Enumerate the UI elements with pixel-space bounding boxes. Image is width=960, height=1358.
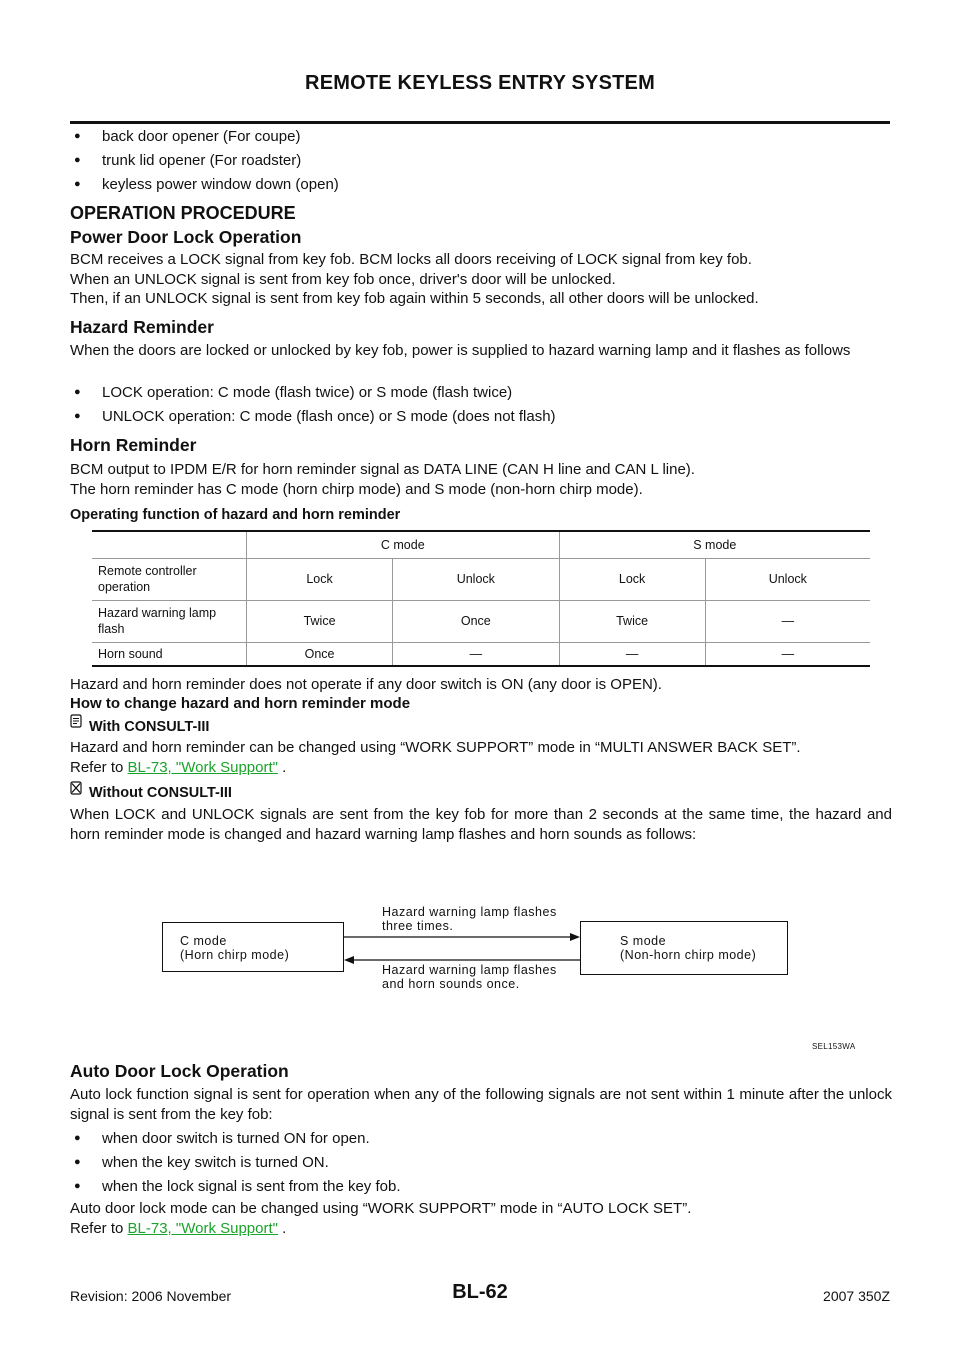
top-arrow-label — [382, 905, 557, 933]
bottom-arrow-label — [382, 963, 557, 991]
refer-suffix: . — [282, 1220, 287, 1237]
c-mode-title: C mode — [180, 934, 227, 948]
bottom-arrow-line: Hazard warning lamp flashes — [382, 963, 557, 977]
door-switch-note: Hazard and horn reminder does not operate if any door switch is ON (any door is OPEN). — [70, 676, 662, 693]
how-to-change-heading: How to change hazard and horn reminder mode — [70, 695, 411, 712]
s-mode-label — [620, 934, 756, 962]
table-cell: Unlock — [705, 558, 870, 600]
auto-door-lock-text: Auto lock function signal is sent for operation when any of the following signals are not sent within 1 minute after the unlock signal is sent from the key fob: — [70, 1086, 892, 1123]
s-mode-title: S mode — [620, 934, 667, 948]
revision-label: Revision: 2006 November — [70, 1288, 232, 1304]
auto-lock-mode-text: Auto door lock mode can be changed using “WORK SUPPORT” mode in “AUTO LOCK SET”. — [70, 1200, 692, 1217]
row-label: Horn sound — [98, 646, 163, 661]
table-row — [92, 600, 870, 642]
list-item: ● back door opener (For coupe) — [74, 128, 894, 152]
refer-prefix: Refer to — [70, 1220, 124, 1237]
figure-code: SEL153WA — [812, 1042, 856, 1051]
table-cell: — — [705, 642, 870, 666]
c-mode-label — [180, 934, 289, 962]
power-door-lock-text — [70, 250, 892, 309]
s-mode-subtitle: (Non-horn chirp mode) — [620, 948, 757, 962]
text-line: BCM receives a LOCK signal from key fob. BCM locks all doors receiving of LOCK signal from key fob. — [70, 251, 752, 268]
intro-bullet-list — [74, 128, 894, 200]
text-line: When an UNLOCK signal is sent from key fob once, driver's door will be unlocked. — [70, 270, 616, 288]
text-line: Then, if an UNLOCK signal is sent from key fob again within 5 seconds, all other doors will be unlocked. — [70, 290, 759, 307]
table-header-s-mode: S mode — [559, 531, 870, 558]
section-heading-horn-reminder: Horn Reminder — [70, 435, 197, 455]
table-cell: Twice — [559, 600, 705, 642]
reminder-table — [92, 530, 870, 667]
table-cell: — — [705, 600, 870, 642]
work-support-link[interactable]: BL-73, "Work Support" — [127, 759, 278, 776]
text-line: The horn reminder has C mode (horn chirp mode) and S mode (non-horn chirp mode). — [70, 480, 643, 498]
with-consult-heading: With CONSULT-III — [89, 719, 210, 735]
top-arrow-line: three times. — [382, 919, 454, 933]
section-heading-hazard-reminder: Hazard Reminder — [70, 317, 214, 337]
table-row — [92, 558, 870, 600]
table-cell: — — [393, 642, 559, 666]
with-consult-text: Hazard and horn reminder can be changed using “WORK SUPPORT” mode in “MULTI ANSWER BACK SET”. — [70, 739, 801, 756]
with-consult-refer — [70, 758, 892, 778]
table-cell: — — [559, 642, 705, 666]
list-item: ● when door switch is turned ON for open. — [74, 1130, 894, 1154]
row-label: Remote controller operation — [98, 564, 197, 594]
bottom-arrow-line: and horn sounds once. — [382, 977, 520, 991]
arrowhead-left — [344, 956, 354, 964]
table-cell: Twice — [247, 600, 393, 642]
horn-reminder-text — [70, 460, 892, 499]
table-header-row — [92, 531, 870, 558]
list-item: ● when the lock signal is sent from the key fob. — [74, 1178, 894, 1202]
consult-tool-icon — [70, 714, 82, 728]
table-caption: Operating function of hazard and horn reminder — [70, 507, 401, 523]
table-cell: Unlock — [393, 558, 559, 600]
refer-prefix: Refer to — [70, 759, 124, 776]
top-arrow-line: Hazard warning lamp flashes — [382, 905, 557, 919]
no-consult-tool-icon — [70, 781, 82, 795]
auto-lock-bullet-list — [74, 1130, 894, 1202]
list-item: ● keyless power window down (open) — [74, 176, 894, 200]
arrowhead-right — [570, 933, 580, 941]
table-cell: Lock — [559, 558, 705, 600]
table-cell: Once — [247, 642, 393, 666]
list-item: ● UNLOCK operation: C mode (flash once) or S mode (does not flash) — [74, 408, 894, 432]
list-item: ● when the key switch is turned ON. — [74, 1154, 894, 1178]
auto-lock-refer — [70, 1219, 892, 1239]
text-line: BCM output to IPDM E/R for horn reminder signal as DATA LINE (CAN H line and CAN L line). — [70, 461, 695, 478]
without-consult-text: When LOCK and UNLOCK signals are sent from the key fob for more than 2 seconds at the same time, the hazard and horn reminder mode is changed and hazard warning lamp flashes and horn sounds as follows: — [70, 806, 892, 843]
work-support-link[interactable]: BL-73, "Work Support" — [127, 1220, 278, 1237]
section-heading-operation-procedure: OPERATION PROCEDURE — [70, 203, 296, 223]
list-item: ● LOCK operation: C mode (flash twice) or S mode (flash twice) — [74, 384, 894, 408]
hazard-bullet-list — [74, 384, 894, 432]
c-mode-subtitle: (Horn chirp mode) — [180, 948, 290, 962]
section-heading-auto-door-lock: Auto Door Lock Operation — [70, 1061, 289, 1081]
section-heading-power-door-lock: Power Door Lock Operation — [70, 227, 302, 247]
mode-arrows — [340, 928, 584, 968]
list-item: ● trunk lid opener (For roadster) — [74, 152, 894, 176]
row-label: Hazard warning lamp flash — [98, 606, 217, 636]
page-number: BL-62 — [452, 1281, 508, 1303]
table-cell: Once — [393, 600, 559, 642]
hazard-reminder-text: When the doors are locked or unlocked by key fob, power is supplied to hazard warning lamp and it flashes as follows — [70, 342, 851, 359]
table-header-c-mode: C mode — [247, 531, 560, 558]
without-consult-heading: Without CONSULT-III — [89, 785, 232, 801]
title-rule — [70, 121, 890, 124]
model-label: 2007 350Z — [823, 1288, 890, 1304]
page-title: REMOTE KEYLESS ENTRY SYSTEM — [305, 72, 655, 94]
table-cell: Lock — [247, 558, 393, 600]
table-row — [92, 642, 870, 666]
refer-suffix: . — [282, 759, 287, 776]
table-corner-cell — [92, 531, 247, 558]
